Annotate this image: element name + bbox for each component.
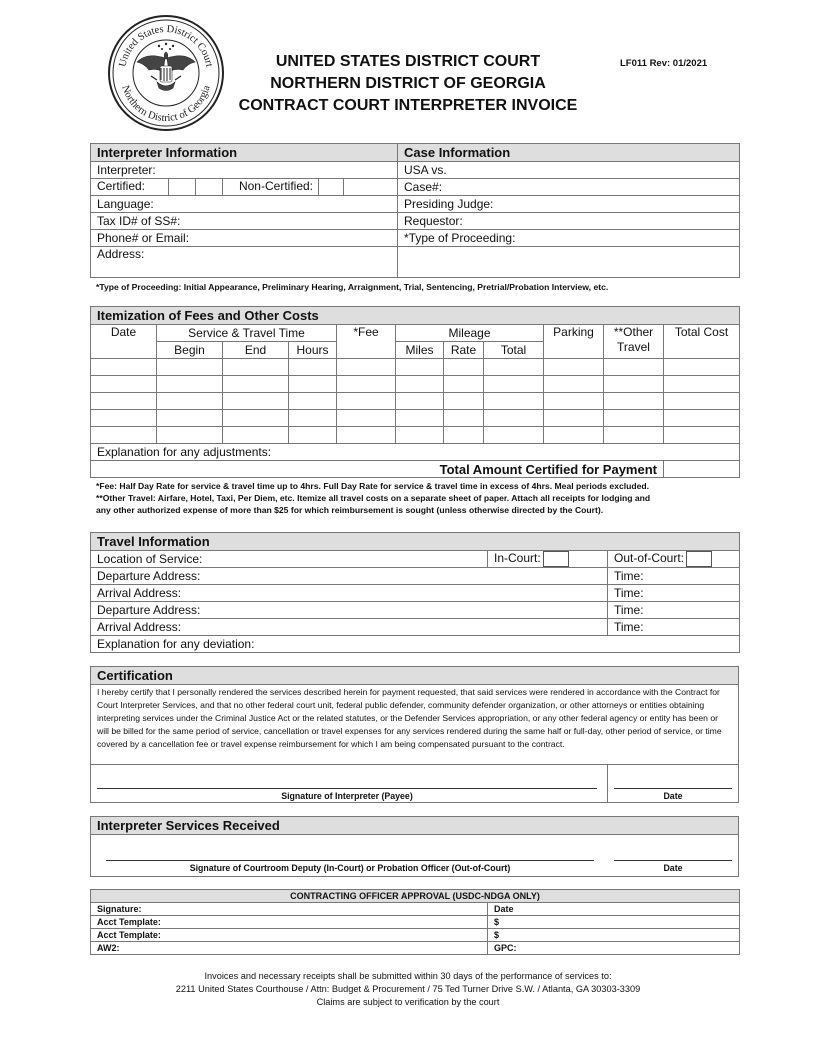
col-other-label: **Other	[613, 325, 654, 339]
officer-date-label: Date	[663, 863, 683, 873]
header-line-1: UNITED STATES DISTRICT COURT	[275, 53, 541, 70]
fee-note-line-2: **Other Travel: Airfare, Hotel, Taxi, Per Diem, etc. Itemize all travel costs on a separate sheet of paper. Attach all receipts for lodging and	[96, 493, 651, 503]
certified-checkbox[interactable]	[168, 179, 196, 195]
fee-notes	[96, 480, 650, 516]
col-parking: Parking	[544, 325, 604, 359]
services-received-section	[90, 816, 739, 877]
requestor-field[interactable]: Requestor:	[398, 213, 740, 230]
table-row[interactable]	[91, 359, 740, 376]
table-row[interactable]	[91, 427, 740, 444]
tax-id-field[interactable]: Tax ID# of SS#:	[91, 213, 398, 230]
interpreter-signature-label: Signature of Interpreter (Payee)	[281, 791, 413, 801]
deviation-explanation-field[interactable]: Explanation for any deviation:	[91, 636, 740, 653]
usa-vs-field[interactable]: USA vs.	[398, 162, 740, 179]
certified-checkbox-2[interactable]	[196, 179, 223, 195]
travel-info-header: Travel Information	[91, 533, 740, 551]
certification-text: I hereby certify that I personally rendered the services described herein for payment requested, that said services were rendered in accordance with the Contract for Court Interpreter Services, and that no other federal court unit, federal public defender, community defender organization, or other attorneys or entities obtaining interpreting services under the Criminal Justice Act or the related statutes, or the Defender Services appropriation, or any other federal agency or entity has been or will be billed for the same period of service, cancellation or travel expenses for any services rendered during the same half or full-day, other period of service, or time covered by a cancellation fee or travel expense reimbursement for which I am being compensated pursuant to the contract.	[97, 687, 722, 749]
arrival-time-field[interactable]: Time:	[608, 585, 740, 602]
certified-row	[91, 179, 398, 196]
fee-note-line-3: any other authorized expense of more than $25 for which reimbursement is sought (unless otherwise directed by the Court).	[96, 505, 604, 515]
col-mileage: Mileage	[396, 325, 544, 342]
non-certified-checkbox[interactable]	[318, 179, 344, 195]
itemization-header: Itemization of Fees and Other Costs	[91, 307, 740, 325]
col-other-travel	[604, 325, 664, 359]
total-certified-label: Total Amount Certified for Payment	[91, 461, 664, 478]
approval-date-field[interactable]: Date	[488, 903, 740, 916]
certification-section	[90, 666, 739, 803]
departure-address-field-2[interactable]: Departure Address:	[91, 602, 608, 619]
certification-header: Certification	[91, 667, 738, 685]
acct-template-field-1[interactable]: Acct Template:	[91, 916, 488, 929]
departure-time-field-2[interactable]: Time:	[608, 602, 740, 619]
case-number-field[interactable]: Case#:	[398, 179, 740, 196]
in-court-label: In-Court:	[494, 551, 541, 566]
interpreter-field[interactable]: Interpreter:	[91, 162, 398, 179]
col-mileage-total: Total	[484, 342, 544, 359]
svg-text:United States District Court	[117, 24, 214, 68]
proceeding-note: *Type of Proceeding: Initial Appearance, Preliminary Hearing, Arraignment, Trial, Sentencing, Pretrial/Probation Interview, etc.	[96, 282, 609, 292]
address-field[interactable]: Address:	[91, 247, 398, 278]
col-total-cost: Total Cost	[664, 325, 740, 359]
interpreter-signature-line[interactable]	[97, 788, 597, 789]
table-row[interactable]	[91, 376, 740, 393]
case-info-header: Case Information	[398, 144, 740, 162]
travel-table	[90, 532, 740, 653]
col-other-label-2: Travel	[617, 340, 650, 354]
court-seal	[107, 14, 225, 132]
officer-signature-label: Signature of Courtroom Deputy (In-Court) or Probation Officer (Out-of-Court)	[189, 863, 511, 873]
services-received-header: Interpreter Services Received	[91, 817, 738, 835]
officer-signature-line[interactable]	[106, 860, 594, 861]
out-court-label: Out-of-Court:	[614, 551, 685, 566]
fee-note-line-1: *Fee: Half Day Rate for service & travel time up to 4hrs. Full Day Rate for service & travel time in excess of 4hrs. Meal periods excluded.	[96, 481, 650, 491]
certified-label: Certified:	[97, 179, 146, 193]
departure-time-field[interactable]: Time:	[608, 568, 740, 585]
non-certified-label: Non-Certified:	[238, 179, 313, 193]
col-end: End	[223, 342, 289, 359]
seal-text-top: United States District Court	[117, 23, 215, 68]
aw2-field[interactable]: AW2:	[91, 942, 488, 955]
acct-template-field-2[interactable]: Acct Template:	[91, 929, 488, 942]
footer-line-3: Claims are subject to verification by the court	[316, 997, 500, 1007]
presiding-judge-field[interactable]: Presiding Judge:	[398, 196, 740, 213]
officer-date-line[interactable]	[614, 860, 732, 861]
header-line-2: NORTHERN DISTRICT OF GEORGIA	[270, 75, 546, 92]
phone-email-field[interactable]: Phone# or Email:	[91, 230, 398, 247]
approval-table	[90, 889, 740, 955]
acct-amount-field-1[interactable]: $	[488, 916, 740, 929]
table-row[interactable]	[91, 410, 740, 427]
approval-signature-field[interactable]: Signature:	[91, 903, 488, 916]
location-of-service-field[interactable]: Location of Service:	[91, 551, 488, 568]
table-row[interactable]	[91, 393, 740, 410]
out-court-checkbox[interactable]	[686, 551, 712, 567]
arrival-address-field[interactable]: Arrival Address:	[91, 585, 608, 602]
arrival-address-field-2[interactable]: Arrival Address:	[91, 619, 608, 636]
col-fee: *Fee	[337, 325, 396, 359]
info-table	[90, 143, 740, 278]
total-certified-value[interactable]	[664, 461, 740, 478]
itemization-table	[90, 306, 740, 478]
footer-line-1: Invoices and necessary receipts shall be submitted within 30 days of the performance of services to:	[204, 971, 612, 981]
approval-header: CONTRACTING OFFICER APPROVAL (USDC-NDGA ONLY)	[91, 890, 740, 903]
in-court-checkbox[interactable]	[543, 551, 569, 567]
header-title	[230, 51, 586, 117]
interpreter-date-label: Date	[663, 791, 683, 801]
col-service-travel-time: Service & Travel Time	[157, 325, 337, 342]
proceeding-type-field[interactable]: *Type of Proceeding:	[398, 230, 740, 247]
gpc-field[interactable]: GPC:	[488, 942, 740, 955]
out-court-cell	[608, 551, 740, 568]
header-line-3: CONTRACT COURT INTERPRETER INVOICE	[238, 97, 578, 114]
col-hours: Hours	[289, 342, 337, 359]
col-date: Date	[91, 325, 157, 359]
form-id: LF011 Rev: 01/2021	[620, 58, 708, 69]
col-rate: Rate	[444, 342, 484, 359]
seal-text-bottom: Northern District of Georgia	[119, 84, 213, 125]
adjustments-explanation-field[interactable]: Explanation for any adjustments:	[91, 444, 740, 461]
in-court-cell	[488, 551, 608, 568]
interpreter-info-header: Interpreter Information	[91, 144, 398, 162]
language-field[interactable]: Language:	[91, 196, 398, 213]
footer	[90, 970, 726, 1009]
footer-line-2: 2211 United States Courthouse / Attn: Budget & Procurement / 75 Ted Turner Drive S.W. / Atlanta, GA 30303-3309	[175, 984, 641, 994]
col-begin: Begin	[157, 342, 223, 359]
col-miles: Miles	[396, 342, 444, 359]
arrival-time-field-2[interactable]: Time:	[608, 619, 740, 636]
departure-address-field[interactable]: Departure Address:	[91, 568, 608, 585]
interpreter-date-line[interactable]	[614, 788, 732, 789]
case-blank-cell	[398, 247, 740, 278]
acct-amount-field-2[interactable]: $	[488, 929, 740, 942]
